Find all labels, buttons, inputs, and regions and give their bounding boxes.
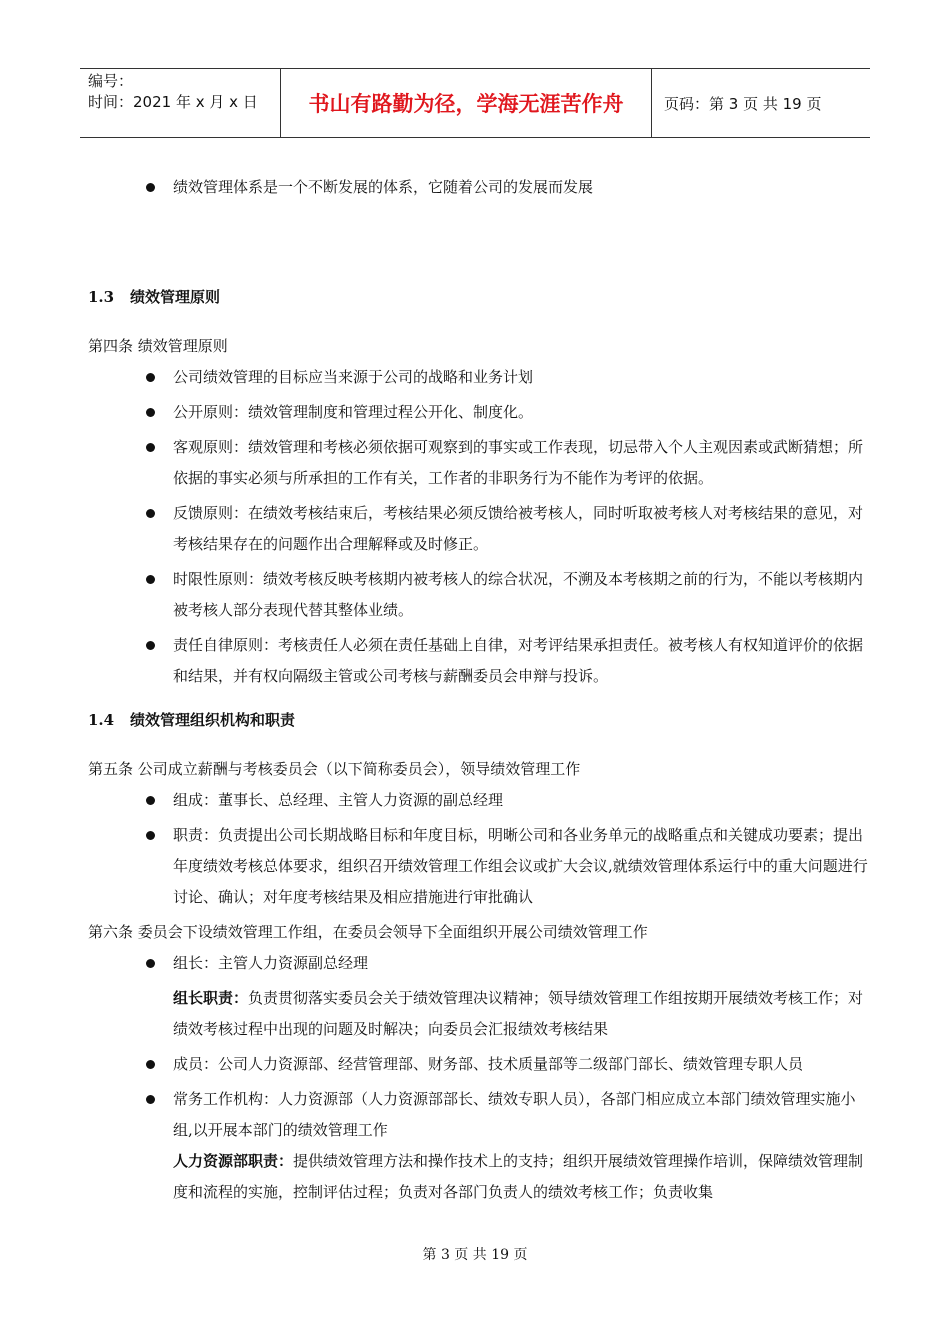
header-meta — [80, 69, 280, 137]
bullet-icon — [146, 408, 155, 417]
header-page-number: 页码：第 3 页 共 19 页 — [664, 94, 822, 113]
bullet-icon — [146, 575, 155, 584]
bullet-icon — [146, 641, 155, 650]
list-item-text: 反馈原则：在绩效考核结束后，考核结果必须反馈给被考核人，同时听取被考核人对考核结果的意见，对考核结果存在的问题作出合理解释或及时修正。 — [173, 504, 864, 553]
article-5-heading: 第五条 公司成立薪酬与考核委员会（以下简称委员会），领导绩效管理工作 — [88, 760, 581, 778]
list-item-text: 责任自律原则：考核责任人必须在责任基础上自律，对考评结果承担责任。被考核人有权知道评价的依据和结果，并有权向隔级主管或公司考核与薪酬委员会申辩与投诉。 — [173, 636, 864, 685]
section-number: 1.3 — [88, 288, 115, 306]
section-heading-1-3 — [88, 285, 868, 309]
hr-duty-text: 提供绩效管理方法和操作技术上的支持；组织开展绩效管理操作培训，保障绩效管理制度和流程的实施，控制评估过程；负责对各部门负责人的绩效考核工作；负责收集 — [173, 1152, 864, 1201]
section-title: 绩效管理组织机构和职责 — [130, 711, 296, 729]
document-body — [88, 172, 868, 1212]
list-item — [88, 820, 868, 913]
leader-duty-text: 负责贯彻落实委员会关于绩效管理决议精神；领导绩效管理工作组按期开展绩效考核工作；对绩效考核过程中出现的问题及时解决；向委员会汇报绩效考核结果 — [173, 989, 864, 1038]
bullet-icon — [146, 796, 155, 805]
page-footer: 第 3 页 共 19 页 — [422, 1247, 528, 1263]
section-heading-1-4 — [88, 708, 868, 732]
list-item-text: 组长：主管人力资源副总经理 — [173, 954, 369, 972]
list-item-text: 客观原则：绩效管理和考核必须依据可观察到的事实或工作表现，切忌带入个人主观因素或武断猜想；所依据的事实必须与所承担的工作有关，工作者的非职务行为不能作为考评的依据。 — [173, 438, 864, 487]
hr-duty-label: 人力资源部职责： — [173, 1152, 294, 1170]
bullet-icon — [146, 443, 155, 452]
list-item-text: 绩效管理体系是一个不断发展的体系，它随着公司的发展而发展 — [173, 178, 594, 196]
list-item — [88, 564, 868, 626]
list-item-text: 组成：董事长、总经理、主管人力资源的副总经理 — [173, 791, 504, 809]
bullet-icon — [146, 509, 155, 518]
list-item — [88, 432, 868, 494]
list-item-text: 成员：公司人力资源部、经营管理部、财务部、技术质量部等二级部门部长、绩效管理专职人员 — [173, 1055, 804, 1073]
document-number-label: 编号： — [88, 72, 134, 90]
list-item-text: 常务工作机构：人力资源部（人力资源部部长、绩效专职人员），各部门相应成立本部门绩效管理实施小组,以开展本部门的绩效管理工作 — [173, 1090, 856, 1139]
header-motto: 书山有路勤为径，学海无涯苦作舟 — [280, 69, 652, 137]
bullet-icon — [146, 183, 155, 192]
list-item — [88, 362, 868, 393]
list-item — [88, 1049, 868, 1080]
list-item — [88, 172, 868, 203]
bullet-icon — [146, 831, 155, 840]
list-item-text: 职责：负责提出公司长期战略目标和年度目标，明晰公司和各业务单元的战略重点和关键成功要素；提出年度绩效考核总体要求，组织召开绩效管理工作组会议或扩大会议,就绩效管理体系运行中的重大问题进行讨论、确认；对年度考核结果及相应措施进行审批确认 — [173, 826, 868, 906]
bullet-icon — [146, 959, 155, 968]
section-title: 绩效管理原则 — [130, 288, 221, 306]
list-item-text: 时限性原则：绩效考核反映考核期内被考核人的综合状况，不溯及本考核期之前的行为，不能以考核期内被考核人部分表现代替其整体业绩。 — [173, 570, 864, 619]
section-number: 1.4 — [88, 711, 115, 729]
list-item — [88, 948, 868, 979]
document-date-label: 时间：2021 年 x 月 x 日 — [88, 93, 258, 111]
list-item — [88, 1084, 868, 1146]
list-item — [88, 785, 868, 816]
article-4-heading: 第四条 绩效管理原则 — [88, 337, 228, 355]
list-item-text: 公开原则：绩效管理制度和管理过程公开化、制度化。 — [173, 403, 534, 421]
bullet-icon — [146, 1060, 155, 1069]
list-item-text: 公司绩效管理的目标应当来源于公司的战略和业务计划 — [173, 368, 534, 386]
bullet-icon — [146, 373, 155, 382]
list-item — [88, 397, 868, 428]
bullet-icon — [146, 1095, 155, 1104]
list-item — [88, 498, 868, 560]
leader-duty-paragraph — [88, 983, 868, 1045]
article-6-heading: 第六条 委员会下设绩效管理工作组，在委员会领导下全面组织开展公司绩效管理工作 — [88, 923, 648, 941]
hr-duty-paragraph — [88, 1146, 868, 1208]
list-item — [88, 630, 868, 692]
page-header — [80, 68, 870, 138]
leader-duty-label: 组长职责： — [173, 989, 249, 1007]
